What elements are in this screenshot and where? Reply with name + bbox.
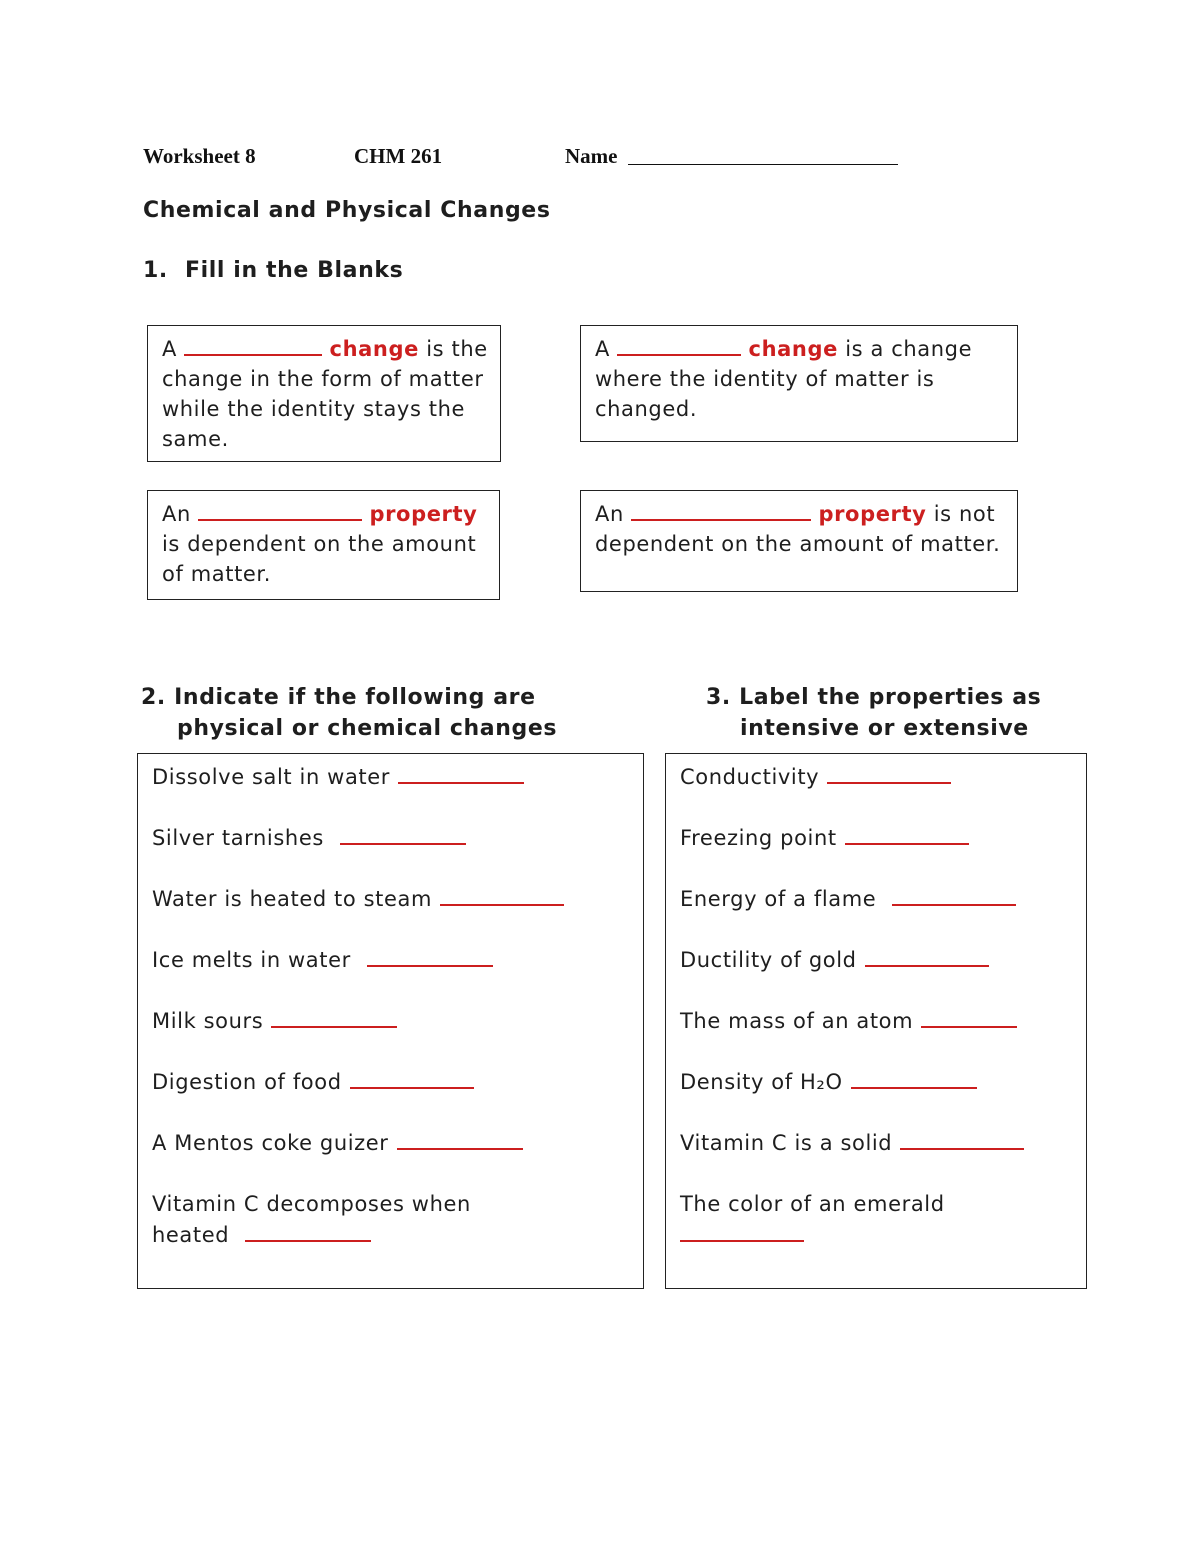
answer-blank[interactable]: [271, 1010, 397, 1028]
box4-post1: is: [933, 502, 952, 526]
answer-blank[interactable]: [398, 766, 524, 784]
box3-keyword: property: [369, 502, 478, 526]
box1-blank[interactable]: [184, 338, 322, 356]
box1-keyword: change: [329, 337, 419, 361]
list-item: Silver tarnishes: [152, 823, 637, 854]
answer-blank[interactable]: [851, 1071, 977, 1089]
list-item: Ice melts in water: [152, 945, 637, 976]
answer-blank[interactable]: [865, 949, 989, 967]
list-item: Vitamin C decomposes when heated: [152, 1192, 471, 1247]
list-item: Vitamin C is a solid: [680, 1128, 1080, 1159]
course-label: CHM 261: [354, 144, 443, 168]
box2-blank[interactable]: [617, 338, 741, 356]
section3-heading: [706, 682, 1041, 744]
answer-blank[interactable]: [921, 1010, 1017, 1028]
answer-blank[interactable]: [340, 827, 466, 845]
section2-heading: [141, 682, 557, 744]
box2-pre: A: [595, 337, 610, 361]
fill-box-extensive-property: [147, 490, 500, 600]
name-label: Name: [565, 144, 618, 168]
list-item: Digestion of food: [152, 1067, 637, 1098]
box3-blank[interactable]: [198, 503, 362, 521]
list-item: A Mentos coke guizer: [152, 1128, 637, 1159]
list-item: Dissolve salt in water: [152, 762, 637, 793]
section2-number: 2.: [141, 685, 166, 710]
fill-box-chemical-change: [580, 325, 1018, 442]
list-item: Energy of a flame: [680, 884, 1080, 915]
list-item: The color of an emerald: [680, 1189, 1080, 1251]
answer-blank[interactable]: [245, 1224, 371, 1242]
section3-number: 3.: [706, 685, 731, 710]
list-item: Ductility of gold: [680, 945, 1080, 976]
answer-blank[interactable]: [900, 1132, 1024, 1150]
box1-post2: the change in the form of matter while the identity stays the same.: [162, 337, 488, 451]
name-field[interactable]: [628, 148, 898, 165]
box1-pre: A: [162, 337, 177, 361]
answer-blank[interactable]: [397, 1132, 523, 1150]
answer-blank[interactable]: [440, 888, 564, 906]
box4-keyword: property: [818, 502, 927, 526]
list-item: Density of H₂O: [680, 1067, 1080, 1098]
list-item: Milk sours: [152, 1006, 637, 1037]
answer-blank[interactable]: [845, 827, 969, 845]
list-item: The mass of an atom: [680, 1006, 1080, 1037]
answer-blank[interactable]: [367, 949, 493, 967]
section1-heading: Fill in the Blanks: [185, 258, 404, 283]
box4-blank[interactable]: [631, 503, 811, 521]
section2-heading-line2: physical or chemical changes: [177, 716, 558, 741]
changes-list-box: [137, 753, 644, 1289]
box2-post1: is a change: [845, 337, 973, 361]
section3-heading-line1: Label the properties as: [739, 685, 1042, 710]
answer-blank[interactable]: [827, 766, 951, 784]
page-title: Chemical and Physical Changes: [143, 198, 551, 223]
box2-keyword: change: [748, 337, 838, 361]
section3-heading-line2: intensive or extensive: [740, 716, 1029, 741]
worksheet-label: Worksheet 8: [143, 144, 256, 168]
list-item: Freezing point: [680, 823, 1080, 854]
list-item: Water is heated to steam: [152, 884, 637, 915]
box2-post2: where the identity of matter is changed.: [595, 367, 935, 421]
fill-box-physical-change: [147, 325, 501, 462]
box4-post2: not dependent on the amount of matter.: [595, 502, 1001, 556]
answer-blank[interactable]: [680, 1224, 804, 1242]
answer-blank[interactable]: [350, 1071, 474, 1089]
box1-post1: is: [426, 337, 445, 361]
answer-blank[interactable]: [892, 888, 1016, 906]
box3-post2: is dependent on the amount of matter.: [162, 532, 477, 586]
section2-heading-line1: Indicate if the following are: [174, 685, 536, 710]
list-item: Conductivity: [680, 762, 1080, 793]
box4-pre: An: [595, 502, 624, 526]
fill-box-intensive-property: [580, 490, 1018, 592]
properties-list-box: [665, 753, 1087, 1289]
box3-pre: An: [162, 502, 191, 526]
section1-number: 1.: [143, 258, 168, 283]
